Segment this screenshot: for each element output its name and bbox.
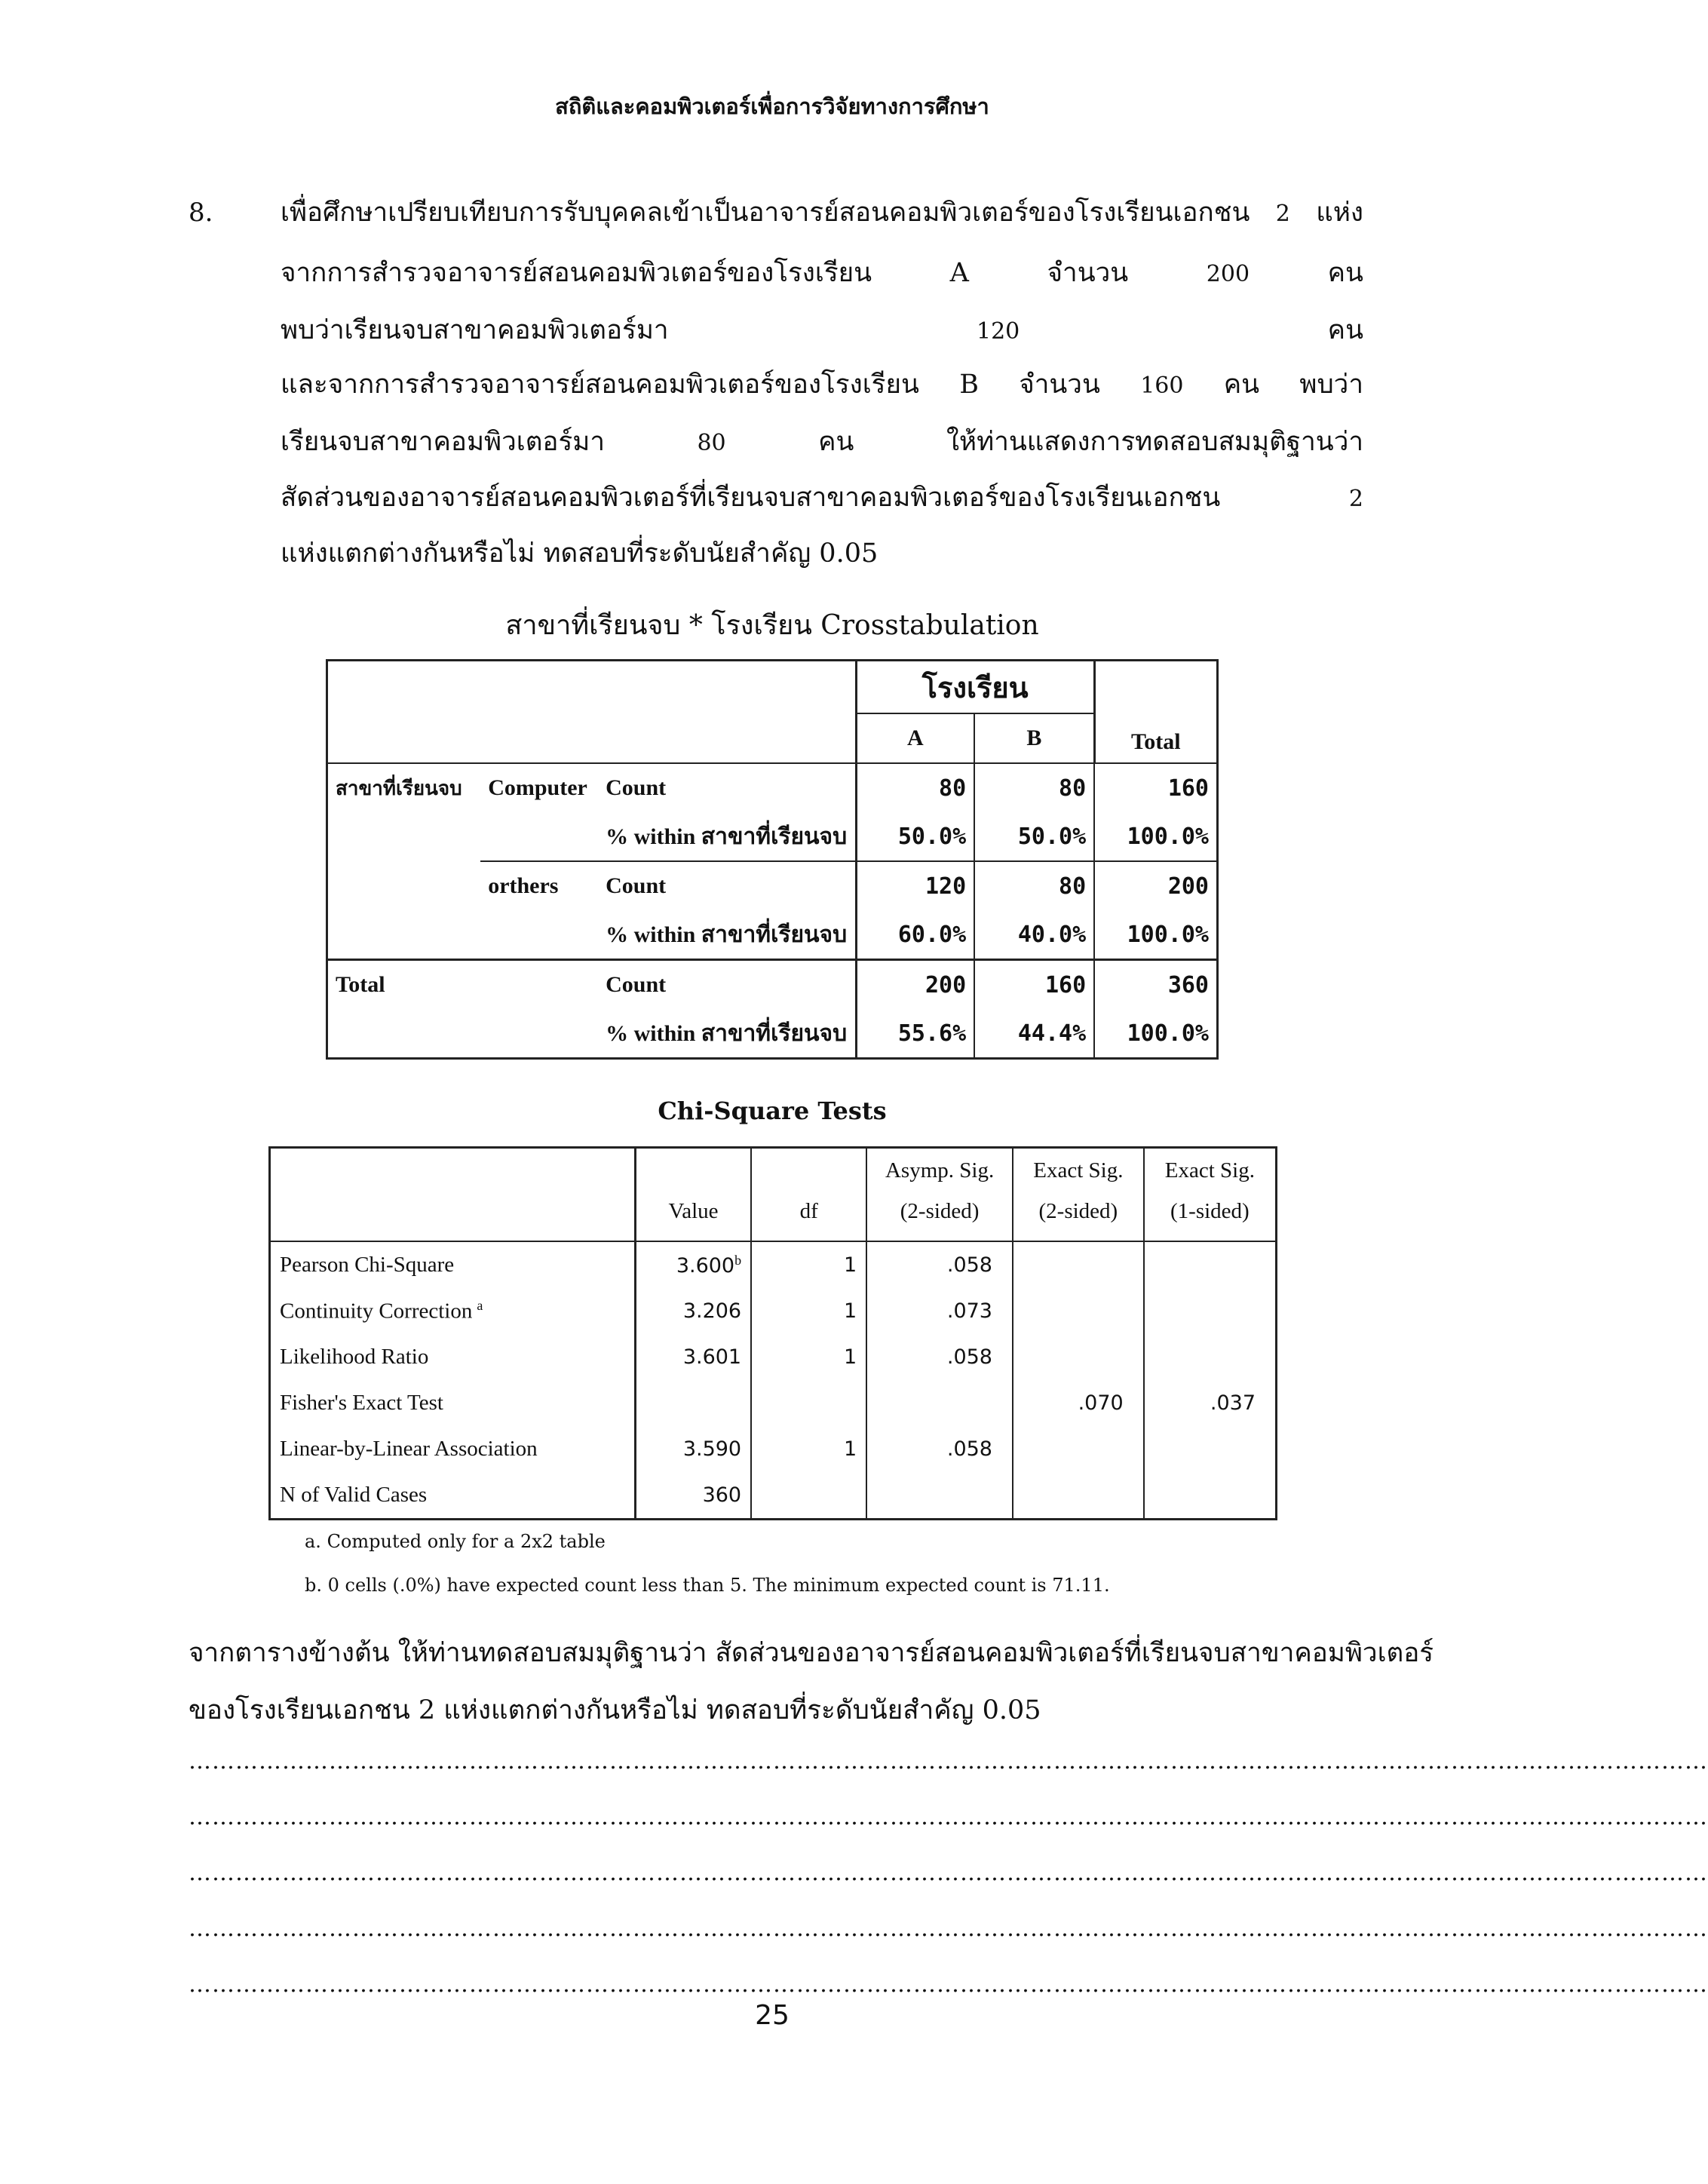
crosstab-row [327, 910, 1218, 960]
question-word: แห่งแตกต่างกันหรือไม่ ทดสอบที่ระดับนัยสำคัญ 0.05 [281, 538, 879, 569]
question-word: เรียนจบสาขาคอมพิวเตอร์มา [281, 427, 605, 457]
crosstab-cell: 100.0% [1094, 812, 1217, 861]
question-line [281, 198, 1363, 229]
answer-line: …………………………………………………………………………………………………………………………………………………………………………… [189, 1804, 1708, 1830]
question-word: จำนวน [1019, 370, 1100, 400]
page-number: 25 [755, 2000, 790, 2031]
chisq-cell: .058 [866, 1426, 1013, 1472]
chisq-cell [751, 1472, 866, 1520]
answer-line: …………………………………………………………………………………………………………………………………………………………………………… [189, 1916, 1708, 1942]
answer-line: …………………………………………………………………………………………………………………………………………………………………………… [189, 1860, 1708, 1886]
crosstab-group-label [480, 812, 598, 861]
question-word: เพื่อศึกษาเปรียบเทียบการรับบุคคลเข้าเป็นอาจารย์สอนคอมพิวเตอร์ของโรงเรียนเอกชน [281, 198, 1250, 228]
question-line [281, 538, 1363, 569]
question-word: แห่ง [1316, 198, 1363, 228]
chisq-cell [1144, 1288, 1277, 1334]
crosstab-cell: 40.0% [974, 910, 1094, 960]
question-line [281, 315, 1363, 347]
crosstab-col-total: Total [1094, 661, 1217, 764]
question-word: ให้ท่านแสดงการทดสอบสมมุติฐานว่า [946, 427, 1363, 457]
instruction-line-1: จากตารางข้างต้น ให้ท่านทดสอบสมมุติฐานว่า สัดส่วนของอาจารย์สอนคอมพิวเตอร์ที่เรียนจบสาขาคอมพิวเตอร์ [189, 1638, 1434, 1668]
chisq-cell: 3.601 [635, 1334, 751, 1380]
crosstab-group-label [480, 1009, 598, 1059]
chisq-cell [1144, 1472, 1277, 1520]
chisq-cell [866, 1472, 1013, 1520]
chisq-cell: 3.590 [635, 1426, 751, 1472]
crosstab-group-label [480, 910, 598, 960]
chisq-cell: .037 [1144, 1380, 1277, 1426]
question-word: 2 [1275, 201, 1290, 227]
chisq-row-label: Fisher's Exact Test [270, 1380, 636, 1426]
crosstab-cell: 80 [974, 763, 1094, 812]
question-word: 80 [697, 430, 726, 456]
crosstab-cell: 160 [1094, 763, 1217, 812]
crosstab-cell: 55.6% [856, 1009, 974, 1059]
crosstab-group-header: โรงเรียน [856, 661, 1094, 714]
answer-line: …………………………………………………………………………………………………………………………………………………………………………… [189, 1748, 1708, 1774]
chisq-col-exact2: Exact Sig. (2-sided) [1013, 1148, 1144, 1242]
chisq-cell [635, 1380, 751, 1426]
chisq-cell [1144, 1426, 1277, 1472]
chisq-cell [1013, 1426, 1144, 1472]
crosstab-stat-label: Count [598, 861, 856, 910]
question-number: 8. [189, 198, 213, 228]
chisq-cell [1144, 1241, 1277, 1288]
crosstab-col-b: B [974, 713, 1094, 763]
chisq-title: Chi-Square Tests [658, 1097, 887, 1125]
crosstab-row [327, 812, 1218, 861]
chisq-cell: 1 [751, 1241, 866, 1288]
chisq-table [268, 1146, 1277, 1520]
chisq-row-label: Continuity Correction $^a$ [270, 1288, 636, 1334]
question-word: คน [1223, 370, 1260, 400]
crosstab-cell: 160 [974, 960, 1094, 1010]
question-word: คน [818, 427, 854, 457]
crosstab-table [326, 659, 1219, 1060]
crosstab-group-label: orthers [480, 861, 598, 910]
crosstab-cell: 50.0% [974, 812, 1094, 861]
chisq-row [270, 1334, 1277, 1380]
chisq-col-asymp: Asymp. Sig. (2-sided) [866, 1148, 1013, 1242]
chisq-col-df: df [751, 1148, 866, 1242]
chisq-cell: 1 [751, 1426, 866, 1472]
page-header: สถิติและคอมพิวเตอร์เพื่อการวิจัยทางการศึกษา [555, 94, 989, 119]
chisq-cell: 3.206 [635, 1288, 751, 1334]
question-line [281, 427, 1363, 459]
chisq-row-label: Linear-by-Linear Association [270, 1426, 636, 1472]
question-word: จำนวน [1047, 258, 1129, 288]
question-word: คน [1327, 315, 1363, 345]
crosstab-stat-label: % within สาขาที่เรียนจบ [598, 812, 856, 861]
question-word: 200 [1206, 261, 1250, 287]
crosstab-stat-label: % within สาขาที่เรียนจบ [606, 922, 848, 947]
question-word: และจากการสำรวจอาจารย์สอนคอมพิวเตอร์ของโรงเรียน [281, 370, 919, 400]
question-word: 2 [1348, 486, 1363, 512]
crosstab-stat-label: Count [606, 972, 667, 997]
chisq-cell: .058 [866, 1334, 1013, 1380]
chisq-cell [1013, 1241, 1144, 1288]
question-word: 160 [1140, 373, 1184, 399]
chisq-row-label: N of Valid Cases [270, 1472, 636, 1520]
question-line [281, 370, 1363, 401]
crosstab-cell: 80 [974, 861, 1094, 910]
chisq-cell [866, 1380, 1013, 1426]
crosstab-cell: 200 [856, 960, 974, 1010]
chisq-cell: .073 [866, 1288, 1013, 1334]
crosstab-total-label: Total [327, 960, 481, 1010]
question-word: A [949, 258, 969, 288]
chisq-row [270, 1241, 1277, 1288]
question-word: พบว่า [1299, 370, 1363, 400]
crosstab-row [327, 763, 1218, 812]
crosstab-cell: 44.4% [974, 1009, 1094, 1059]
chisq-note-b: b. 0 cells (.0%) have expected count less than 5. The minimum expected count is 71.11. [305, 1575, 1110, 1596]
answer-line: …………………………………………………………………………………………………………………………………………………………………………… [189, 1971, 1708, 1998]
chisq-row [270, 1380, 1277, 1426]
chisq-cell [1013, 1334, 1144, 1380]
chisq-note-a: a. Computed only for a 2x2 table [305, 1531, 606, 1552]
chisq-cell: .070 [1013, 1380, 1144, 1426]
chisq-col-value: Value [635, 1148, 751, 1242]
crosstab-cell: 50.0% [856, 812, 974, 861]
crosstab-cell: 200 [1094, 861, 1217, 910]
question-word: สัดส่วนของอาจารย์สอนคอมพิวเตอร์ที่เรียนจบสาขาคอมพิวเตอร์ของโรงเรียนเอกชน [281, 483, 1221, 513]
chisq-row [270, 1426, 1277, 1472]
question-word: 120 [976, 318, 1020, 345]
crosstab-title: สาขาที่เรียนจบ * โรงเรียน Crosstabulation [505, 610, 1039, 641]
crosstab-row [327, 861, 1218, 910]
chisq-row [270, 1472, 1277, 1520]
crosstab-cell: 100.0% [1094, 910, 1217, 960]
question-word: จากการสำรวจอาจารย์สอนคอมพิวเตอร์ของโรงเรียน [281, 258, 872, 288]
chisq-row-label: Likelihood Ratio [270, 1334, 636, 1380]
question-word: คน [1327, 258, 1363, 288]
question-line [281, 483, 1363, 514]
chisq-cell: .058 [866, 1241, 1013, 1288]
chisq-cell [751, 1380, 866, 1426]
chisq-cell: 3.600$^b$ [635, 1241, 751, 1288]
chisq-row [270, 1288, 1277, 1334]
crosstab-cell: 360 [1094, 960, 1217, 1010]
crosstab-row-var: สาขาที่เรียนจบ [327, 763, 481, 812]
crosstab-col-a: A [856, 713, 974, 763]
crosstab-cell: 120 [856, 861, 974, 910]
chisq-cell [1144, 1334, 1277, 1380]
chisq-cell: 360 [635, 1472, 751, 1520]
crosstab-group-label: Computer [488, 775, 587, 800]
chisq-cell: 1 [751, 1334, 866, 1380]
crosstab-group-label [480, 960, 598, 1010]
crosstab-stat-label: % within สาขาที่เรียนจบ [606, 1020, 848, 1046]
crosstab-cell: 80 [856, 763, 974, 812]
chisq-cell [1013, 1288, 1144, 1334]
crosstab-stat-label: Count [606, 775, 667, 800]
chisq-col-exact1: Exact Sig. (1-sided) [1144, 1148, 1277, 1242]
chisq-row-label: Pearson Chi-Square [270, 1241, 636, 1288]
question-word: B [959, 370, 979, 400]
question-line [281, 258, 1363, 290]
crosstab-cell: 60.0% [856, 910, 974, 960]
crosstab-cell: 100.0% [1094, 1009, 1217, 1059]
crosstab-row [327, 1009, 1218, 1059]
instruction-line-2: ของโรงเรียนเอกชน 2 แห่งแตกต่างกันหรือไม่ ทดสอบที่ระดับนัยสำคัญ 0.05 [189, 1695, 1041, 1725]
chisq-cell: 1 [751, 1288, 866, 1334]
question-word: พบว่าเรียนจบสาขาคอมพิวเตอร์มา [281, 315, 669, 345]
chisq-cell [1013, 1472, 1144, 1520]
crosstab-row [327, 960, 1218, 1010]
